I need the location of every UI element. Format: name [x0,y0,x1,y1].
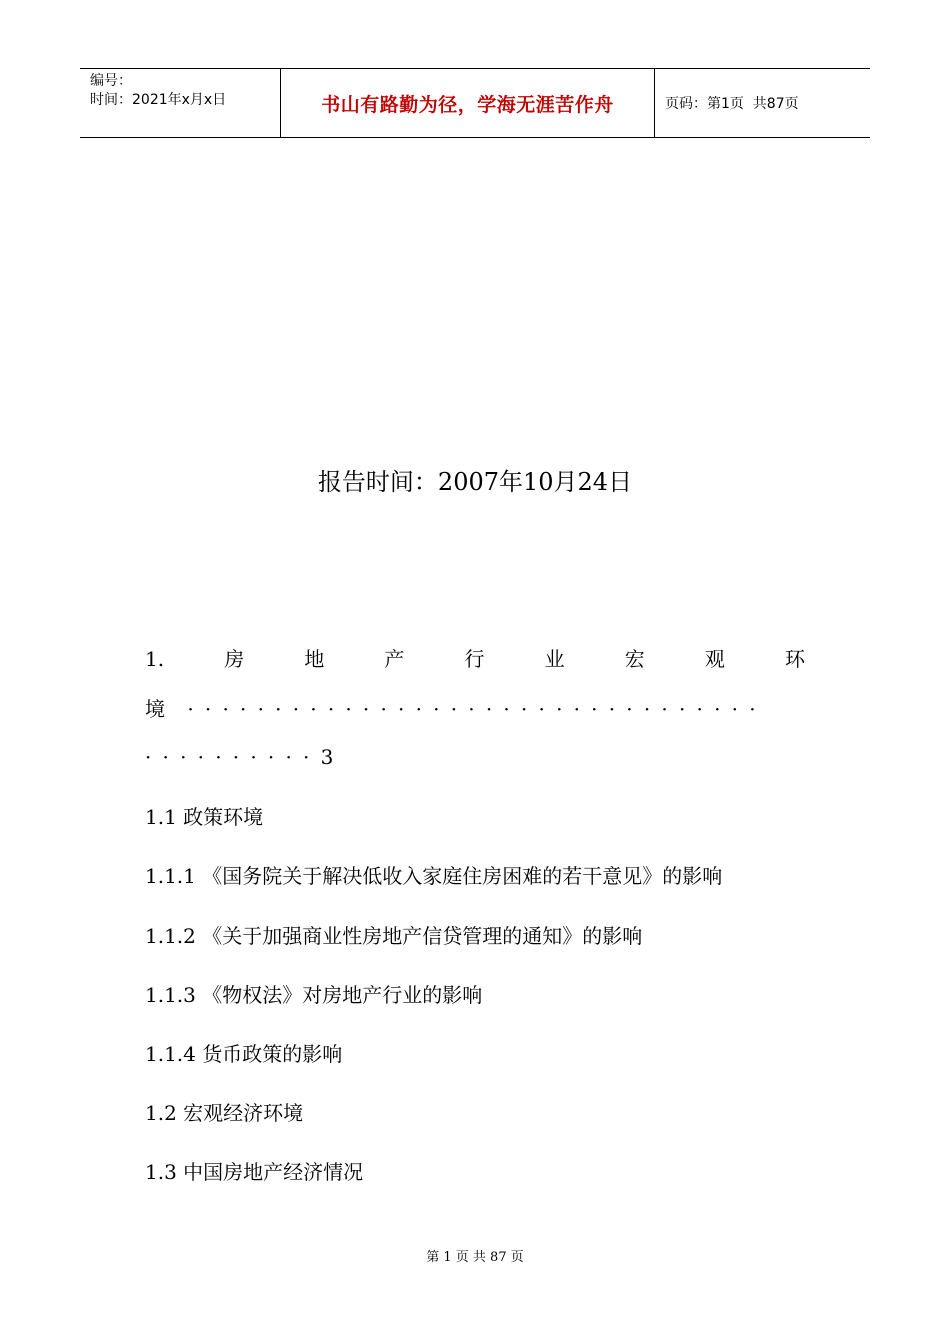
toc-item[interactable]: 1.2 宏观经济环境 [145,1101,304,1125]
toc-leader-dots: ·········· [145,745,321,769]
toc-chapter-1-line2 [145,695,805,723]
header-page-cell [655,69,870,137]
toc-chapter-char: 环 [784,647,805,671]
header-meta-cell [80,69,281,137]
toc-chapter-char: 业 [544,647,565,671]
toc-chapter-char: 房 [224,647,245,671]
toc-item[interactable]: 1.1.2 《关于加强商业性房地产信贷管理的通知》的影响 [145,924,643,948]
toc-chapter-1-line1 [145,645,805,673]
motto-text: 书山有路勤为径，学海无涯苦作舟 [321,93,614,116]
toc-page-number: 3 [320,745,334,769]
page-footer: 第 1 页 共 87 页 [426,1250,524,1265]
toc-chapter-1[interactable] [145,645,805,769]
toc-chapter-char: 行 [464,647,485,671]
report-time: 报告时间：2007年10月24日 [317,468,633,496]
toc-chapter-last-char: 境 [145,697,165,721]
toc-chapter-char: 观 [704,647,725,671]
toc-chapter-char: 地 [304,647,325,671]
toc-leader-dots: ································· [187,697,767,721]
code-label: 编号： [90,73,132,89]
toc-chapter-1-line3 [145,743,333,771]
toc-chapter-char: 产 [384,647,405,671]
toc-item[interactable]: 1.1 政策环境 [145,805,264,829]
toc-chapter-number: 1. [145,647,165,671]
toc-item[interactable]: 1.3 中国房地产经济情况 [145,1160,364,1184]
page-header [80,68,870,138]
page-info: 页码：第1页 共87页 [665,96,799,112]
header-motto-cell [281,69,655,137]
toc-item[interactable]: 1.1.4 货币政策的影响 [145,1042,343,1066]
toc-chapter-char: 宏 [624,647,645,671]
time-label: 时间：2021年x月x日 [90,92,227,108]
toc-item[interactable]: 1.1.1 《国务院关于解决低收入家庭住房困难的若干意见》的影响 [145,864,723,888]
toc-item[interactable]: 1.1.3 《物权法》对房地产行业的影响 [145,983,483,1007]
